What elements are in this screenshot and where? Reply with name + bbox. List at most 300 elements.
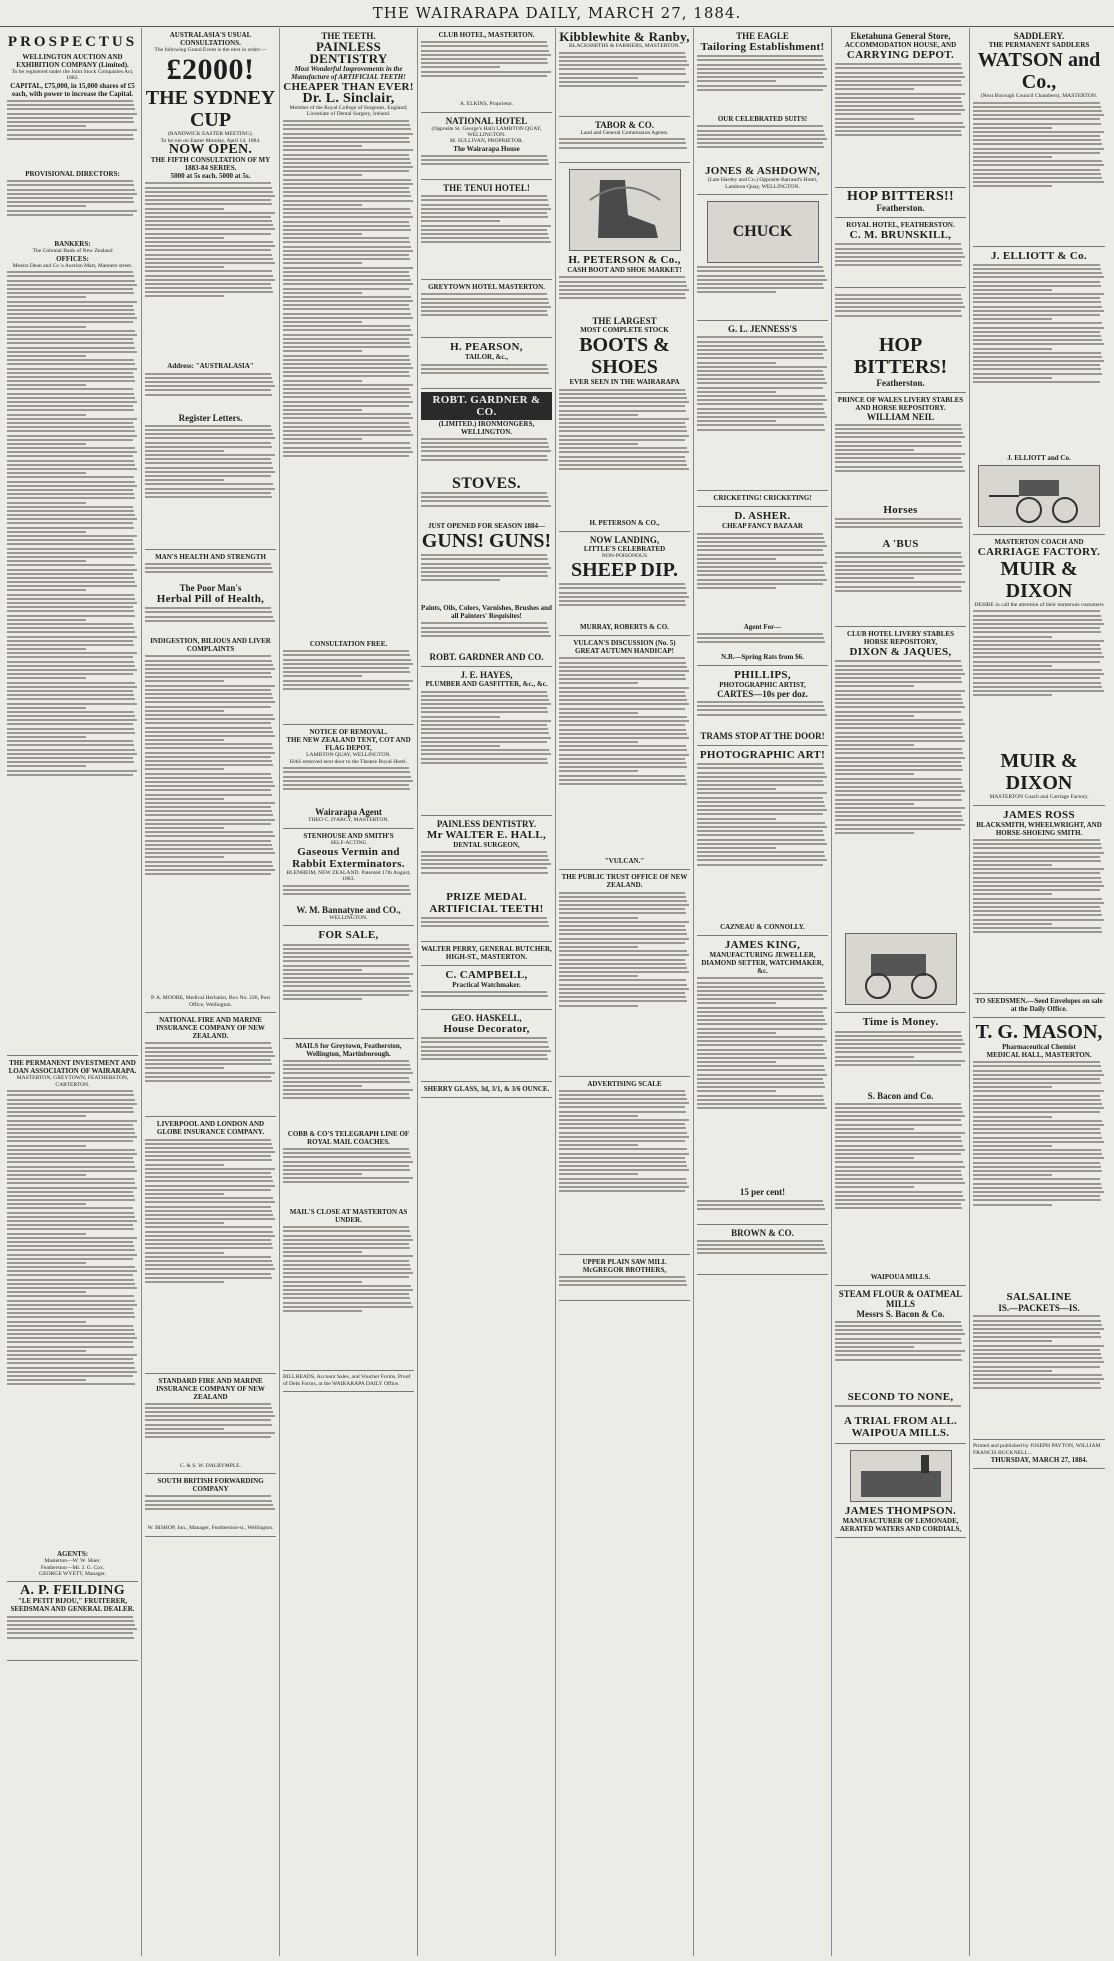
perry-ad xyxy=(421,942,552,966)
king-trade: MANUFACTURING JEWELLER, DIAMOND SETTER, WATCHMAKER, &c. xyxy=(701,951,824,976)
sydney-intro: The following Grand Event is the next in order:— xyxy=(154,47,267,53)
wairarapa-agent: Wairarapa Agent xyxy=(315,807,382,818)
column-5 xyxy=(556,28,694,1956)
waipoua-mills-2: WAIPOUA MILLS. xyxy=(851,1427,950,1440)
for-sale-ad xyxy=(283,926,414,1038)
asher-name: D. ASHER. xyxy=(734,510,791,523)
elliott-name: J. ELLIOTT & Co. xyxy=(991,249,1087,262)
national-hotel-body xyxy=(421,155,552,175)
sheep-dip-body xyxy=(559,583,690,623)
vermin-body xyxy=(283,885,414,905)
column-6 xyxy=(694,28,832,1956)
national-hotel-heading: NATIONAL HOTEL xyxy=(445,115,528,126)
national-body xyxy=(145,1042,276,1112)
littles: LITTLE'S CELEBRATED xyxy=(583,544,666,553)
hop-bitters-body xyxy=(835,294,966,334)
mails-body xyxy=(283,1060,414,1130)
elkins-signature: A. ELKINS, Proprietor. xyxy=(459,101,514,108)
photographic-art-ad xyxy=(697,746,828,936)
dr-sinclair: Dr. L. Sinclair, xyxy=(302,91,395,106)
pharmaceutical: Pharmaceutical Chemist xyxy=(1002,1042,1076,1051)
feilding-body xyxy=(7,1616,138,1656)
factory-icon xyxy=(851,1451,951,1501)
muir-body xyxy=(973,610,1105,750)
seedsmen-line: TO SEEDSMEN.—Seed Envelopes on sale at the Daily Office. xyxy=(975,996,1103,1013)
second-to-none: SECOND TO NONE, xyxy=(847,1390,954,1403)
jenness-name: G. L. JENNESS'S xyxy=(727,324,798,335)
removal-body xyxy=(283,767,414,807)
mans-health: MAN'S HEALTH AND STRENGTH xyxy=(155,552,266,561)
billheads-text: BILLHEADS, Account Sales, and Voucher Forms, Proof of Debt Forms, at the WAIRARAPA DAILY Office. xyxy=(283,1374,411,1387)
self-acting: SELF-ACTING xyxy=(330,839,367,846)
perm-body xyxy=(7,1090,138,1550)
billheads-ad xyxy=(283,1371,414,1392)
tabor-name: TABOR & CO. xyxy=(594,119,655,130)
jones-address: (Late Hardey and Co.) Opposite Barraud's Hotel, Lambton-Quay, WELLINGTON. xyxy=(707,177,818,190)
consultations-heading: AUSTRALASIA'S USUAL CONSULTATIONS. xyxy=(169,31,252,47)
kibblewhite-body xyxy=(559,52,690,112)
herbal-pill-title: Herbal Pill of Health, xyxy=(156,592,265,605)
mason-ad xyxy=(973,1018,1105,1440)
mails-close-heading: MAIL'S CLOSE AT MASTERTON AS UNDER. xyxy=(289,1207,408,1224)
asher-trade: CHEAP FANCY BAZAAR xyxy=(722,522,803,531)
coach-heading: MASTERTON COACH AND xyxy=(994,537,1084,546)
club-hotel-ad xyxy=(421,28,552,113)
house-decorator: House Decorator, xyxy=(443,1023,530,1036)
campbell-trade: Practical Watchmaker. xyxy=(452,980,521,989)
coach-heading: COBB & CO'S TELEGRAPH LINE OF ROYAL MAIL COACHES. xyxy=(287,1129,410,1146)
watson-name: WATSON and Co., xyxy=(977,49,1101,93)
cheaper-heading: CHEAPER THAN EVER! xyxy=(283,81,414,93)
tabor-trade: Land and General Commission Agents. xyxy=(580,129,669,136)
register-letters: Register Letters. xyxy=(178,412,243,423)
messrs-bacon: Messrs S. Bacon & Co. xyxy=(856,1308,945,1319)
standard-heading: STANDARD FIRE AND MARINE INSURANCE COMPANY OF NEW ZEALAND xyxy=(156,1376,265,1401)
perry-line: WALTER PERRY, GENERAL BUTCHER, HIGH-ST., MASTERTON. xyxy=(421,944,552,961)
medical-hall: MEDICAL HALL, MASTERTON. xyxy=(986,1050,1092,1059)
imprint-date: THURSDAY, MARCH 27, 1884. xyxy=(990,1456,1088,1465)
time-money: Time is Money. xyxy=(862,1016,939,1029)
king-body xyxy=(697,977,828,1187)
tabor-ad xyxy=(559,117,690,164)
stoves-body xyxy=(421,492,552,522)
bus-heading: A 'BUS xyxy=(882,537,919,550)
muir-address: MASTERTON Coach and Carriage Factory. xyxy=(989,794,1089,801)
sydney-body xyxy=(145,182,276,362)
saddlery-heading: SADDLERY. xyxy=(1013,31,1065,41)
imprint-text: Printed and published by JOSEPH PAYTON, WILLIAM FRANCIS BUCKNELL... xyxy=(973,1443,1101,1456)
neil-name: WILLIAM NEIL xyxy=(866,411,935,422)
national-insurance-ad xyxy=(145,1013,276,1117)
prize-teeth: PRIZE MEDAL ARTIFICIAL TEETH! xyxy=(429,890,544,915)
salsaline: SALSALINE xyxy=(1006,1291,1072,1304)
muir-dixon: MUIR & DIXON xyxy=(1000,557,1078,602)
registration-note: To be registered under the Joint Stock Companies Act, 1882. xyxy=(11,69,134,82)
boots-shoes: BOOTS & SHOES xyxy=(579,334,670,379)
steam-body xyxy=(835,1321,966,1391)
dixon-jaques: DIXON & JAQUES, xyxy=(849,646,952,659)
haskell-body xyxy=(421,1037,552,1077)
public-trust-ad xyxy=(559,870,690,1076)
hayes-ad xyxy=(421,667,552,815)
royal-hotel-body xyxy=(835,243,966,283)
elliott-body xyxy=(973,264,1105,454)
national-hotel-ad xyxy=(421,113,552,180)
perm-towns: MASTERTON, GREYTOWN, FEATHERSTON, CARTERTON. xyxy=(16,1075,129,1088)
gardner-ad xyxy=(421,389,552,668)
standard-insurance-ad xyxy=(145,1374,276,1475)
hall-title: DENTAL SURGEON, xyxy=(453,840,520,849)
brown-body xyxy=(697,1240,828,1270)
public-trust-body xyxy=(559,892,690,1072)
column-1 xyxy=(4,28,142,1956)
dr-credentials: Member of the Royal College of Surgeons, England; Licentiate of Dental Surgery, Ireland. xyxy=(289,105,408,118)
advertising-body xyxy=(559,1090,690,1250)
directors-heading: PROVISIONAL DIRECTORS: xyxy=(25,170,120,178)
prince-wales-ad xyxy=(835,393,966,628)
photo-artist: PHOTOGRAPHIC ARTIST, xyxy=(719,680,806,689)
greytown-heading: GREYTOWN HOTEL MASTERTON. xyxy=(428,283,545,292)
gardner-trade: (LIMITED.) IRONMONGERS, WELLINGTON. xyxy=(438,419,535,436)
fifth-consultation: THE FIFTH CONSULTATION OF MY 1883-84 SERIES. xyxy=(150,156,271,173)
carriage-engraving xyxy=(845,933,957,1005)
brunskill-name: C. M. BRUNSKILL, xyxy=(849,229,952,242)
bacon-body xyxy=(835,1103,966,1273)
ever-seen: EVER SEEN IN THE WAIRARAPA xyxy=(569,378,680,387)
agent-for: Agent For— xyxy=(743,622,782,631)
muir-dixon-2: MUIR & DIXON xyxy=(1000,750,1078,795)
peterson-ad xyxy=(559,163,690,531)
campbell-name: C. CAMPBELL, xyxy=(445,968,528,981)
mason-body xyxy=(973,1061,1105,1291)
king-name: JAMES KING, xyxy=(724,939,801,952)
bacon-co: S. Bacon and Co. xyxy=(867,1090,934,1101)
imprint xyxy=(973,1440,1105,1469)
trial-all: A TRIAL FROM ALL. xyxy=(843,1415,958,1428)
prince-wales-heading: PRINCE OF WALES LIVERY STABLES AND HORSE REPOSITORY. xyxy=(837,395,964,412)
muir-intro: DESIRE to call the attention of their numerous customers xyxy=(974,601,1104,608)
most-complete: MOST COMPLETE STOCK xyxy=(580,326,669,335)
club-stables-ad xyxy=(835,627,966,1013)
asher-body-2 xyxy=(697,633,828,653)
carriage-icon xyxy=(846,934,956,1004)
the-largest: THE LARGEST xyxy=(592,316,657,327)
eagle-body-2 xyxy=(697,125,828,165)
horses-body xyxy=(835,518,966,538)
boot-engraving xyxy=(569,169,681,251)
horses-heading: Horses xyxy=(883,503,918,516)
royal-hotel-ad xyxy=(835,218,966,288)
watson-ad xyxy=(973,28,1105,247)
campbell-body xyxy=(421,991,552,1005)
brown-name: BROWN & CO. xyxy=(731,1227,794,1238)
club-stables-body xyxy=(835,660,966,930)
mails-ad xyxy=(283,1039,414,1372)
saw-mill-heading: UPPER PLAIN SAW MILL xyxy=(582,1257,667,1266)
tailoring-heading: Tailoring Establishment! xyxy=(700,41,825,53)
hayes-body xyxy=(421,691,552,811)
seedsmen-ad xyxy=(973,994,1105,1018)
wairarapa-house: The Wairarapa House xyxy=(453,144,520,153)
phillips-ad xyxy=(697,666,828,746)
herbal-body-2 xyxy=(145,655,276,995)
national-hotel-address: (Opposite St. George's Hall) LAMBTON QUAY, WELLINGTON. xyxy=(431,125,542,138)
peterson-name: H. PETERSON & Co., xyxy=(568,254,681,267)
gaseous-heading: Gaseous Vermin and Rabbit Exterminators. xyxy=(292,846,405,870)
south-british-ad xyxy=(145,1474,276,1537)
mails-close-body xyxy=(283,1226,414,1366)
tent-address: LAMBTON QUAY, WELLINGTON. xyxy=(306,752,391,759)
hayes-trade: PLUMBER AND GASFITTER, &c., &c. xyxy=(425,680,548,689)
south-british-body xyxy=(145,1495,276,1525)
run-date: To be run on Easter Monday, April 14, 1884. xyxy=(160,137,261,144)
hall-body xyxy=(421,851,552,891)
celebrated-suits: OUR CELEBRATED SUITS! xyxy=(717,115,808,124)
gardner-body xyxy=(421,438,552,478)
prospectus-heading: PROSPECTUS xyxy=(7,34,138,50)
jenness-body xyxy=(697,336,828,486)
chuck-trademark xyxy=(707,201,819,263)
elliott-signature: J. ELLIOTT and Co. xyxy=(1007,453,1071,462)
notice-removal: NOTICE OF REMOVAL. xyxy=(309,728,388,737)
saw-mill-body xyxy=(559,1276,690,1296)
campbell-ad xyxy=(421,966,552,1010)
jones-ashdown: JONES & ASHDOWN, xyxy=(704,165,821,178)
painless-dentistry: PAINLESS DENTISTRY. xyxy=(436,818,537,829)
peterson-footer: H. PETERSON & CO., xyxy=(589,518,660,527)
masthead: THE WAIRARAPA DAILY, MARCH 27, 1884. xyxy=(0,0,1114,27)
club-hotel-heading: CLUB HOTEL, MASTERTON. xyxy=(438,31,535,39)
consultation-free: CONSULTATION FREE. xyxy=(309,640,388,648)
featherston-2: Featherston. xyxy=(876,377,925,388)
paints-body xyxy=(421,622,552,652)
hop-bitters-ad-1 xyxy=(835,188,966,218)
tabor-body xyxy=(559,138,690,158)
teeth-ad xyxy=(283,28,414,725)
watson-address: (Next Borough Council Chambers), MASTERTON. xyxy=(980,93,1098,99)
waipoua-mills-1: WAIPOUA MILLS. xyxy=(870,1272,931,1281)
liverpool-body xyxy=(145,1139,276,1369)
spring-rats: N.B.—Spring Rats from $6. xyxy=(721,652,804,661)
bannatyne-city: WELLINGTON. xyxy=(329,915,368,921)
herbal-pill-ad xyxy=(145,550,276,1013)
prospectus-body-1 xyxy=(7,100,138,170)
tenui-heading: THE TENUI HOTEL! xyxy=(443,183,530,193)
gardner-footer: ROBT. GARDNER AND CO. xyxy=(429,652,544,663)
pearson-trade: TAILOR, &c., xyxy=(464,353,509,362)
removed-line: HAS removed next door to the Theatre Royal Hotel. xyxy=(289,758,408,765)
bankers-name: The Colonial Bank of New Zealand xyxy=(32,248,113,255)
offices-address: Messrs Dean and Co.'s Auction Mart, Manners street. xyxy=(12,262,133,269)
agents-heading: AGENTS: xyxy=(56,1550,89,1559)
eagle-body xyxy=(697,55,828,115)
poor-mans: The Poor Man's xyxy=(179,582,242,593)
ross-trade: BLACKSMITH, WHEELWRIGHT, AND HORSE-SHOEING SMITH. xyxy=(976,820,1102,837)
neil-body xyxy=(835,424,966,504)
trams-stop: TRAMS STOP AT THE DOOR! xyxy=(700,730,825,741)
saw-mill-ad xyxy=(559,1255,690,1301)
sydney-body-2 xyxy=(145,373,276,413)
tent-depot: THE NEW ZEALAND TENT, COT AND FLAG DEPOT, xyxy=(286,736,411,753)
feilding-trade: "LE PETIT BIJOU," FRUITERER, SEEDSMAN AND GENERAL DEALER. xyxy=(10,1597,135,1614)
steam-body-2 xyxy=(835,1405,966,1415)
eketahuna-ad xyxy=(835,28,966,188)
lemonade-line: MANUFACTURER OF LEMONADE, AERATED WATERS AND CORDIALS, xyxy=(839,1517,962,1534)
gardner-name: ROBT. GARDNER & CO. xyxy=(421,392,552,420)
advertising-scale xyxy=(559,1077,690,1255)
darcy-line: THEO C. D'ARCY, MASTERTON. xyxy=(308,817,389,824)
non-poisonous: NON-POISONOUS xyxy=(601,552,648,559)
columns xyxy=(4,28,1110,1956)
company-name: WELLINGTON AUCTION AND EXHIBITION COMPANY (Limited). xyxy=(16,53,129,69)
sheep-dip-ad xyxy=(559,532,690,637)
vermin-ad xyxy=(283,829,414,927)
watson-body xyxy=(973,102,1105,242)
steam-mills-ad xyxy=(835,1286,966,1444)
vulcan-heading: VULCAN'S DISCUSSION (No. 5) xyxy=(573,639,676,648)
paints-line: Paints, Oils, Colors, Varnishes, Brushes and all Painters' Requisites! xyxy=(421,604,552,621)
vulcan-signature: "VULCAN." xyxy=(604,857,645,866)
haskell-ad xyxy=(421,1010,552,1082)
column-2 xyxy=(142,28,280,1956)
prospectus-ad xyxy=(7,28,138,1056)
permanent-saddlers: THE PERMANENT SADDLERS xyxy=(988,41,1090,49)
bus-body xyxy=(835,552,966,622)
hall-name: Mr WALTER E. HALL, xyxy=(426,828,547,841)
prospectus-body-2 xyxy=(7,271,138,1051)
sydney-cup-ad xyxy=(145,28,276,550)
south-british-heading: SOUTH BRITISH FORWARDING COMPANY xyxy=(157,1477,264,1494)
advertising-heading: ADVERTISING SCALE xyxy=(587,1079,662,1088)
thompson-name: JAMES THOMPSON. xyxy=(844,1505,957,1518)
peterson-body xyxy=(559,276,690,316)
vulcan-body xyxy=(559,657,690,857)
carriage-factory: CARRIAGE FACTORY. xyxy=(977,545,1101,558)
ross-body xyxy=(973,839,1105,989)
mcgregor-name: McGREGOR BROTHERS, xyxy=(582,1265,667,1274)
hall-body-2 xyxy=(421,917,552,937)
manager-signature: GEORGE WYETT, Manager. xyxy=(39,1571,106,1577)
chuck-body xyxy=(697,266,828,316)
chuck-ad xyxy=(697,195,828,321)
now-open: NOW OPEN. xyxy=(168,142,253,158)
pearson-name: H. PEARSON, xyxy=(450,341,523,354)
coach-body xyxy=(283,1148,414,1208)
stenhouse-heading: STENHOUSE AND SMITH'S xyxy=(303,831,394,840)
cazneau-connolly: CAZNEAU & CONNOLLY. xyxy=(720,923,805,932)
carriage-factory-ad xyxy=(973,535,1105,806)
permanent-investment-ad xyxy=(7,1056,138,1582)
teeth-body xyxy=(283,120,414,640)
patent-line: BLENHEIM, NEW ZEALAND. Patented 17th August, 1883. xyxy=(286,870,411,883)
time-money-body xyxy=(835,1031,966,1091)
herbal-intro xyxy=(145,563,276,583)
shares-line: 5000 at 5s each. 5000 at 5s. xyxy=(170,172,251,181)
asher-body xyxy=(697,533,828,623)
indigestion-heading: INDIGESTION, BILIOUS AND LIVER COMPLAINTS xyxy=(150,637,271,654)
cartes-price: CARTES—10s per doz. xyxy=(717,688,808,699)
moore-signature: P. A. MOORE, Medical Herbalist, Box No. 226, Post Office, Wellington. xyxy=(150,995,271,1008)
featherston-1: Featherston. xyxy=(876,203,925,214)
stoves-heading: STOVES. xyxy=(452,474,521,492)
club-hotel-body xyxy=(421,41,552,101)
painless-heading: PAINLESS DENTISTRY xyxy=(309,39,388,66)
fifteen-percent: 15 per cent! xyxy=(739,1187,786,1198)
agent-masterton: Masterton—W. W. Shier. xyxy=(44,1558,101,1565)
mason-body-2 xyxy=(973,1315,1105,1435)
jenness-ad xyxy=(697,321,828,491)
teeth-heading: THE TEETH. xyxy=(321,31,376,41)
feilding-ad xyxy=(7,1582,138,1660)
bankers-heading: BANKERS: xyxy=(54,240,91,249)
asher-ad xyxy=(697,507,828,665)
steam-mills: STEAM FLOUR & OATMEAL MILLS xyxy=(838,1288,963,1309)
guns-heading: GUNS! GUNS! xyxy=(421,529,552,552)
hop-bitters-2: HOP BITTERS! xyxy=(853,333,948,378)
haskell-name: GEO. HASKELL, xyxy=(451,1013,522,1024)
bishop-signature: W. BISHOP, Jun., Manager, Featherston-st., Wellington. xyxy=(147,1525,274,1532)
king-body-2 xyxy=(697,1200,828,1220)
sherry-line: SHERRY GLASS, 3d, 3/1, & 3/6 OUNCE. xyxy=(423,1085,550,1094)
greytown-body xyxy=(421,293,552,333)
mails-heading: MAILS for Greytown, Featherston, Wellington, Martinborough. xyxy=(295,1041,402,1058)
sydney-cup-sub: (RANDWICK EASTER MEETING). xyxy=(168,131,253,138)
ross-ad xyxy=(973,806,1105,994)
james-king-ad xyxy=(697,936,828,1224)
ross-name: JAMES ROSS xyxy=(1003,808,1075,821)
photo-art-body xyxy=(697,763,828,923)
herbal-body-1 xyxy=(145,607,276,637)
guns-body xyxy=(421,554,552,604)
hop-bitters-1: HOP BITTERS!! xyxy=(847,189,954,205)
season-line: JUST OPENED FOR SEASON 1884— xyxy=(428,521,545,530)
brown-ad xyxy=(697,1225,828,1275)
hall-dentist-ad xyxy=(421,816,552,942)
buggy-engraving xyxy=(978,465,1100,527)
sheep-dip: SHEEP DIP. xyxy=(570,558,679,581)
capital-line: CAPITAL, £75,000, in 15,000 shares of £5 each, with power to increase the Capital. xyxy=(10,81,135,98)
sydney-body-3 xyxy=(145,425,276,545)
sydney-cup-title: THE SYDNEY CUP xyxy=(145,87,276,132)
phillips-body xyxy=(697,701,828,731)
greytown-hotel-ad xyxy=(421,280,552,338)
boot-icon xyxy=(570,170,680,250)
now-landing: NOW LANDING, xyxy=(589,534,660,545)
thompson-ad xyxy=(835,1444,966,1538)
royal-hotel-heading: ROYAL HOTEL, FEATHERSTON. xyxy=(846,221,955,230)
eketahuna-heading: Eketahuna General Store, xyxy=(850,31,951,41)
pearson-body xyxy=(421,364,552,384)
horse-repository: HORSE REPOSITORY, xyxy=(863,638,938,647)
column-7 xyxy=(832,28,970,1956)
cricketing-line: CRICKETING! CRICKETING! xyxy=(713,494,812,503)
dalrymple-signature: C. & S. W. DALRYMPLE. xyxy=(180,1462,241,1469)
kibblewhite-trade: BLACKSMITHS & FARRIERS, MASTERTON. xyxy=(569,43,680,49)
removal-ad xyxy=(283,725,414,828)
address-line: Address: "AUSTRALASIA" xyxy=(167,362,254,371)
perm-heading: THE PERMANENT INVESTMENT AND LOAN ASSOCIATION OF WAIRARAPA. xyxy=(8,1059,137,1076)
agent-featherston: Featherston—Mr. J. G. Cox. xyxy=(40,1564,105,1571)
vulcan-ad xyxy=(559,636,690,870)
artificial-heading: Most Wonderful Improvements in the Manufacture of ARTIFICIAL TEETH! xyxy=(291,65,406,81)
mason-name: T. G. MASON, xyxy=(975,1020,1103,1043)
time-money-ad xyxy=(835,1013,966,1285)
kibblewhite-ad xyxy=(559,28,690,117)
prize-amount: £2000! xyxy=(166,53,255,87)
eagle-ad xyxy=(697,28,828,195)
for-sale-heading: FOR SALE, xyxy=(318,929,379,942)
bannatyne-name: W. M. Bannatyne and CO., xyxy=(296,905,401,915)
